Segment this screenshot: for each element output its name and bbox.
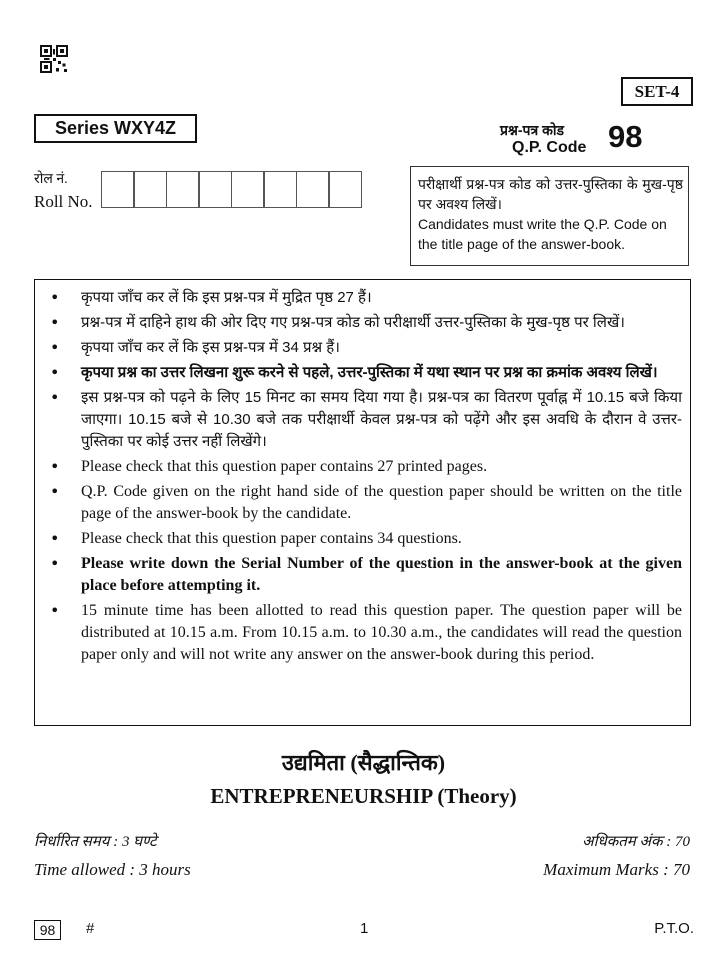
- instruction-text: कृपया प्रश्न का उत्तर लिखना शुरू करने से पहले, उत्तर-पुस्तिका में यथा स्थान पर प्रश्न का क्रमांक अवश्य लिखें।: [81, 364, 658, 381]
- time-allowed: Time allowed : 3 hours: [34, 860, 191, 879]
- candidate-note-english: Candidates must write the Q.P. Code on the title page of the answer-book.: [418, 216, 667, 252]
- candidate-note-box: [410, 166, 689, 266]
- bullet-icon: •: [50, 601, 60, 620]
- pto-label: P.T.O.: [654, 920, 694, 937]
- qp-code-label: Q.P. Code: [512, 139, 587, 156]
- instruction-item: [43, 528, 682, 550]
- qr-code-icon: [40, 45, 68, 73]
- instruction-text: 15 minute time has been allotted to read this question paper. The question paper will be distributed at 10.15 a.m. From 10.15 a.m. to 10.30 a.m., the candidates will read the question paper only and will not write any answer on the answer-book during this period.: [81, 602, 682, 663]
- instruction-text: कृपया जाँच कर लें कि इस प्रश्न-पत्र में मुद्रित पृष्ठ 27 हैं।: [81, 289, 372, 306]
- bullet-icon: •: [50, 457, 60, 476]
- candidate-note-hindi: परीक्षार्थी प्रश्न-पत्र कोड को उत्तर-पुस्तिका के मुख-पृष्ठ पर अवश्य लिखें।: [418, 176, 683, 212]
- bullet-icon: •: [50, 554, 60, 573]
- instruction-text: Please check that this question paper contains 27 printed pages.: [81, 458, 488, 475]
- subject-title-hindi: उद्यमिता (सैद्धान्तिक): [281, 750, 446, 775]
- roll-number-cell[interactable]: [198, 171, 232, 208]
- roll-number-boxes[interactable]: [102, 171, 362, 208]
- instruction-item: [43, 312, 682, 334]
- instruction-item: [43, 287, 682, 309]
- instruction-item: [43, 456, 682, 478]
- instruction-text: Q.P. Code given on the right hand side of the question paper should be written on the title page of the answer-book by the candidate.: [81, 483, 682, 522]
- instruction-text: Please check that this question paper contains 34 questions.: [81, 530, 462, 547]
- instruction-item: [43, 337, 682, 359]
- bullet-icon: •: [50, 363, 60, 382]
- qp-code-value: 98: [608, 119, 643, 154]
- bullet-icon: •: [50, 288, 60, 307]
- roll-number-cell[interactable]: [133, 171, 167, 208]
- set-label: SET-4: [621, 77, 693, 106]
- time-allowed-hindi: निर्धारित समय : 3 घण्टे: [34, 834, 157, 850]
- bullet-icon: •: [50, 313, 60, 332]
- roll-number-cell[interactable]: [328, 171, 362, 208]
- roll-number-cell[interactable]: [263, 171, 297, 208]
- footer-code: 98: [34, 920, 61, 940]
- roll-number-cell[interactable]: [231, 171, 265, 208]
- bullet-icon: •: [50, 482, 60, 501]
- subject-title: ENTREPRENEURSHIP (Theory): [210, 784, 517, 808]
- roll-number-label: Roll No.: [34, 192, 93, 211]
- roll-number-cell[interactable]: [296, 171, 330, 208]
- instruction-text: कृपया जाँच कर लें कि इस प्रश्न-पत्र में 34 प्रश्न हैं।: [81, 339, 340, 356]
- instruction-text: Please write down the Serial Number of the question in the answer-book at the given place before attempting it.: [81, 555, 682, 594]
- roll-number-cell[interactable]: [166, 171, 200, 208]
- roll-number-label-hindi: रोल नं.: [34, 172, 68, 187]
- instruction-text: इस प्रश्न-पत्र को पढ़ने के लिए 15 मिनट का समय दिया गया है। प्रश्न-पत्र का वितरण पूर्वाह्न में 10.15 बजे किया जाएगा। 10.15 बजे से 10.30 बजे तक परीक्षार्थी केवल प्रश्न-पत्र को पढ़ेंगे और इस अवधि के दौरान वे उत्तर-पुस्तिका पर कोई उत्तर नहीं लिखेंगे।: [81, 389, 682, 450]
- instruction-item: [43, 481, 682, 525]
- instruction-item: [43, 387, 682, 453]
- page-number: 1: [360, 920, 369, 937]
- instruction-item: [43, 553, 682, 597]
- maximum-marks-hindi: अधिकतम अंक : 70: [582, 834, 690, 850]
- series-label: Series WXY4Z: [34, 114, 197, 143]
- bullet-icon: •: [50, 388, 60, 407]
- instructions-box: [34, 279, 691, 726]
- instruction-text: प्रश्न-पत्र में दाहिने हाथ की ओर दिए गए प्रश्न-पत्र कोड को परीक्षार्थी उत्तर-पुस्तिका के मुख-पृष्ठ पर लिखें।: [81, 314, 625, 331]
- qp-code-label-hindi: प्रश्न-पत्र कोड: [500, 122, 564, 138]
- roll-number-cell[interactable]: [101, 171, 135, 208]
- instruction-item: [43, 600, 682, 666]
- footer-hash: #: [86, 920, 95, 937]
- maximum-marks: Maximum Marks : 70: [543, 860, 690, 879]
- bullet-icon: •: [50, 338, 60, 357]
- instruction-item: [43, 362, 682, 384]
- bullet-icon: •: [50, 529, 60, 548]
